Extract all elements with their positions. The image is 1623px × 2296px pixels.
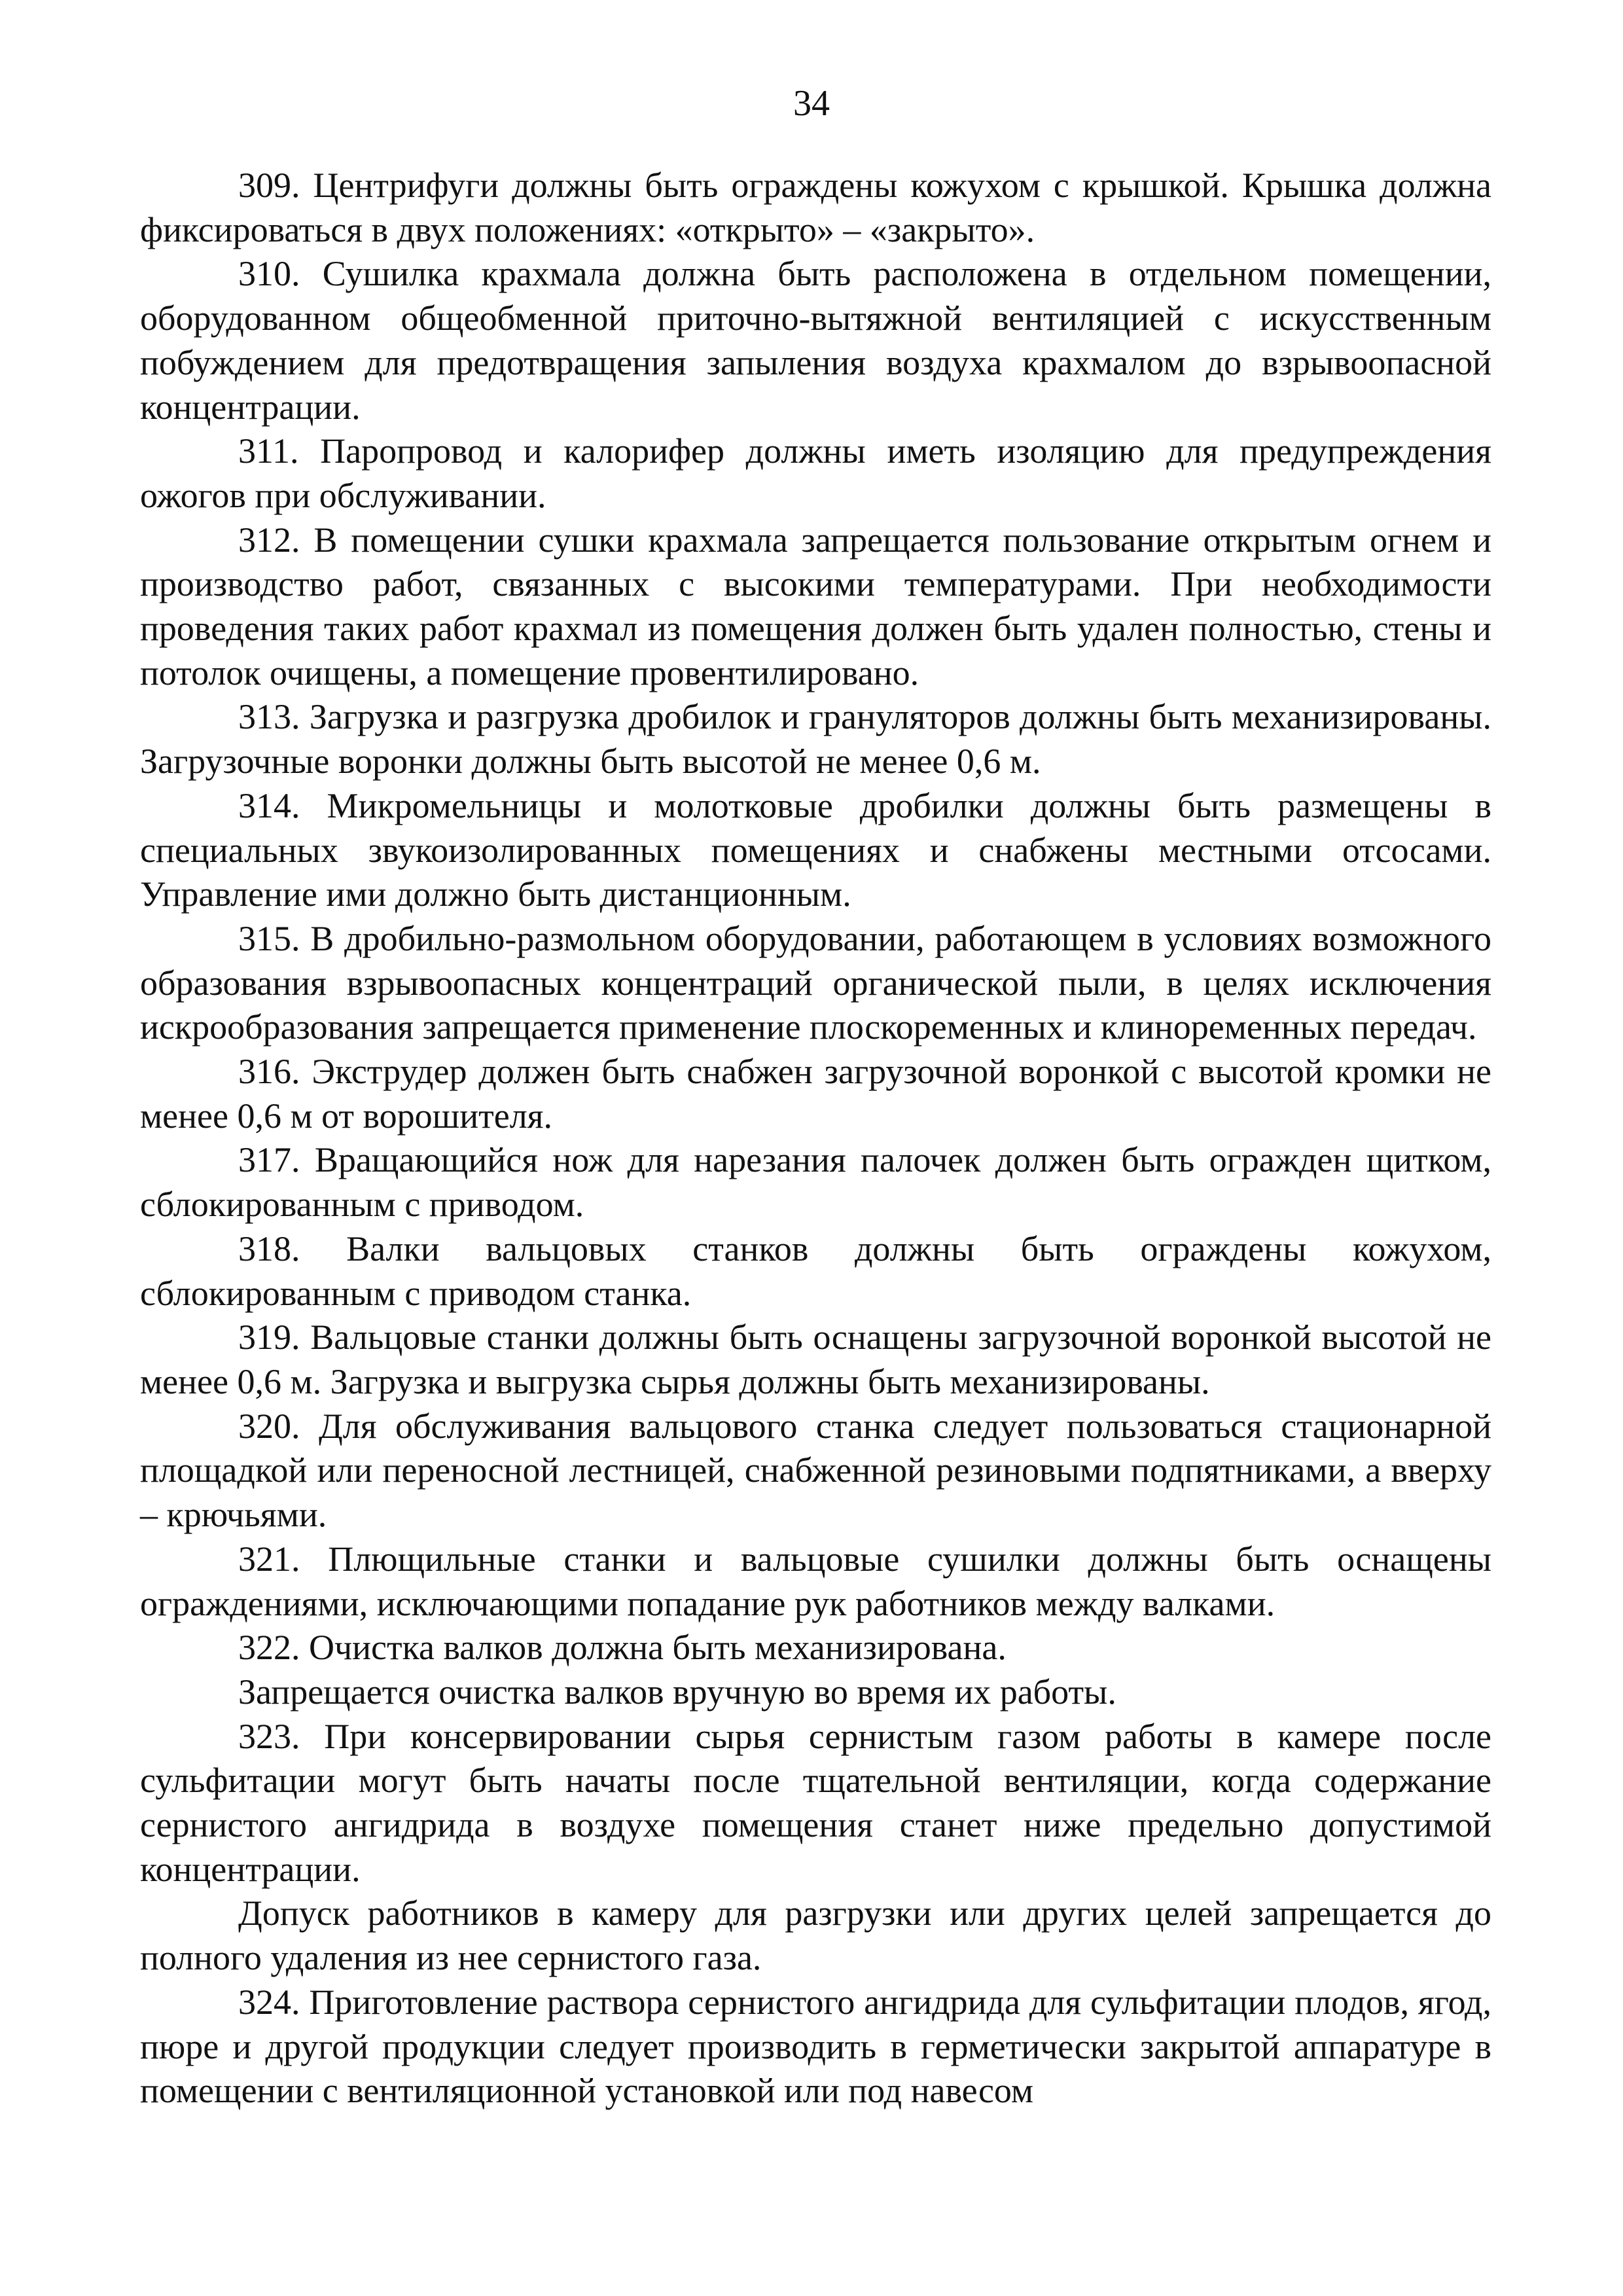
paragraph-322-continued: Запрещается очистка валков вручную во время их работы. bbox=[238, 1672, 1116, 1712]
paragraph-310: 310. Сушилка крахмала должна быть расположена в отдельном помещении, оборудованном общеобменной приточно-вытяжной вентиляцией с искусственным побуждением для предотвращения запыления воздуха крахмалом до взрывоопасной концентрации. bbox=[140, 254, 1491, 427]
paragraph-319: 319. Вальцовые станки должны быть оснащены загрузочной воронкой высотой не менее 0,6 м. Загрузка и выгрузка сырья должны быть механизированы. bbox=[140, 1318, 1491, 1401]
paragraph-318: 318. Валки вальцовых станков должны быть ограждены кожухом, сблокированным с приводом станка. bbox=[140, 1229, 1491, 1313]
paragraph-320: 320. Для обслуживания вальцового станка следует пользоваться стационарной площадкой или переносной лестницей, снабженной резиновыми подпятниками, а вверху – крючьями. bbox=[140, 1406, 1491, 1535]
paragraph-312: 312. В помещении сушки крахмала запрещается пользование открытым огнем и производство работ, связанных с высокими температурами. При необходимости проведения таких работ крахмал из помещения должен быть удален полностью, стены и потолок очищены, а помещение провентилировано. bbox=[140, 520, 1491, 692]
paragraph-316: 316. Экструдер должен быть снабжен загрузочной воронкой с высотой кромки не менее 0,6 м от ворошителя. bbox=[140, 1052, 1491, 1136]
page-number: 34 bbox=[793, 83, 830, 124]
paragraph-311: 311. Паропровод и калорифер должны иметь изоляцию для предупреждения ожогов при обслуживании. bbox=[140, 431, 1491, 515]
paragraph-309: 309. Центрифуги должны быть ограждены кожухом с крышкой. Крышка должна фиксироваться в двух положениях: «открыто» – «закрыто». bbox=[140, 166, 1491, 249]
document-body bbox=[140, 164, 1491, 2113]
paragraph-323: 323. При консервировании сырья сернистым газом работы в камере после сульфитации могут быть начаты после тщательной вентиляции, когда содержание сернистого ангидрида в воздухе помещения станет ниже предельно допустимой концентрации. bbox=[140, 1716, 1491, 1889]
paragraph-324: 324. Приготовление раствора сернистого ангидрида для сульфитации плодов, ягод, пюре и другой продукции следует производить в герметически закрытой аппаратуре в помещении с вентиляционной установкой или под навесом bbox=[140, 1982, 1491, 2111]
paragraph-313: 313. Загрузка и разгрузка дробилок и грануляторов должны быть механизированы. Загрузочные воронки должны быть высотой не менее 0,6 м. bbox=[140, 697, 1491, 781]
paragraph-323-continued: Допуск работников в камеру для разгрузки или других целей запрещается до полного удаления из нее сернистого газа. bbox=[140, 1893, 1491, 1978]
paragraph-322: 322. Очистка валков должна быть механизирована. bbox=[238, 1628, 1007, 1668]
paragraph-314: 314. Микромельницы и молотковые дробилки должны быть размещены в специальных звукоизолированных помещениях и снабжены местными отсосами. Управление ими должно быть дистанционным. bbox=[140, 785, 1491, 914]
paragraph-321: 321. Плющильные станки и вальцовые сушилки должны быть оснащены ограждениями, исключающими попадание рук работников между валками. bbox=[140, 1539, 1491, 1623]
paragraph-317: 317. Вращающийся нож для нарезания палочек должен быть огражден щитком, сблокированным с приводом. bbox=[140, 1140, 1491, 1225]
paragraph-315: 315. В дробильно-размольном оборудовании, работающем в условиях возможного образования взрывоопасных концентраций органической пыли, в целях исключения искрообразования запрещается применение плоскоременных и клиноременных передач. bbox=[140, 918, 1491, 1047]
